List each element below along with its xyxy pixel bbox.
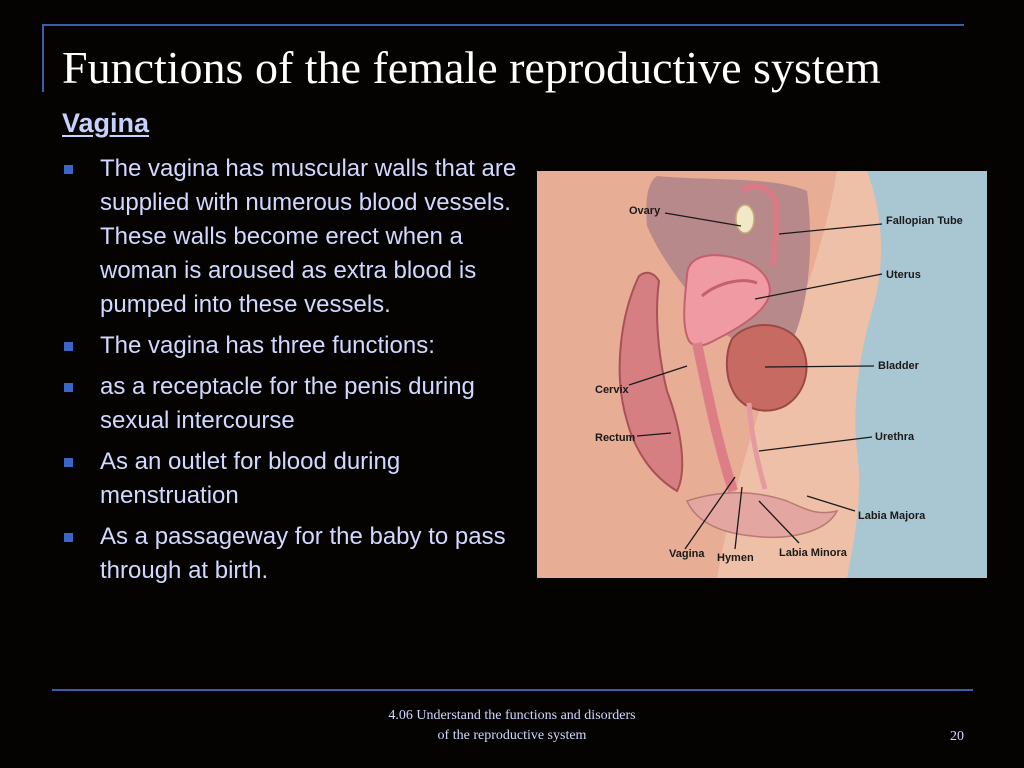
bullet-item — [62, 370, 522, 438]
anatomy-diagram — [537, 171, 987, 578]
footer-line-2: of the reproductive system — [437, 728, 587, 743]
bullet-item — [62, 445, 522, 513]
label-labia-majora: Labia Majora — [858, 510, 926, 522]
bullet-list — [62, 152, 522, 595]
label-urethra: Urethra — [875, 431, 915, 443]
square-bullet-icon — [64, 165, 73, 174]
label-labia-minora: Labia Minora — [779, 547, 847, 559]
anatomy-illustration — [537, 171, 987, 578]
slide-subtitle: Vagina — [62, 108, 150, 138]
label-ovary: Ovary — [629, 205, 661, 217]
label-vagina: Vagina — [669, 548, 705, 560]
bullet-text: As an outlet for blood during menstruation — [100, 448, 401, 509]
bullet-item — [62, 329, 522, 363]
label-rectum: Rectum — [595, 432, 636, 444]
footer-line-1: 4.06 Understand the functions and disorders — [388, 708, 636, 723]
page-number: 20 — [950, 729, 964, 744]
slide-title: Functions of the female reproductive system — [62, 42, 881, 93]
label-cervix: Cervix — [595, 384, 629, 396]
bullet-text: The vagina has three functions: — [100, 332, 435, 359]
bullet-item — [62, 152, 522, 322]
top-divider — [42, 24, 964, 26]
ovary-shape — [736, 205, 754, 233]
label-uterus: Uterus — [886, 269, 921, 281]
label-hymen: Hymen — [717, 552, 754, 564]
bottom-divider — [52, 689, 973, 691]
bladder-shape — [727, 325, 807, 411]
square-bullet-icon — [64, 383, 73, 392]
square-bullet-icon — [64, 533, 73, 542]
bullet-item — [62, 520, 522, 588]
label-fallopian-tube: Fallopian Tube — [886, 215, 963, 227]
label-bladder: Bladder — [878, 360, 919, 372]
square-bullet-icon — [64, 458, 73, 467]
title-accent-bar — [42, 24, 44, 92]
bullet-text: As a passageway for the baby to pass through at birth. — [100, 523, 506, 584]
footer — [330, 706, 694, 746]
bullet-text: as a receptacle for the penis during sexual intercourse — [100, 373, 475, 434]
square-bullet-icon — [64, 342, 73, 351]
bullet-text: The vagina has muscular walls that are supplied with numerous blood vessels. These walls become erect when a woman is aroused as extra blood is pumped into these vessels. — [100, 155, 517, 318]
